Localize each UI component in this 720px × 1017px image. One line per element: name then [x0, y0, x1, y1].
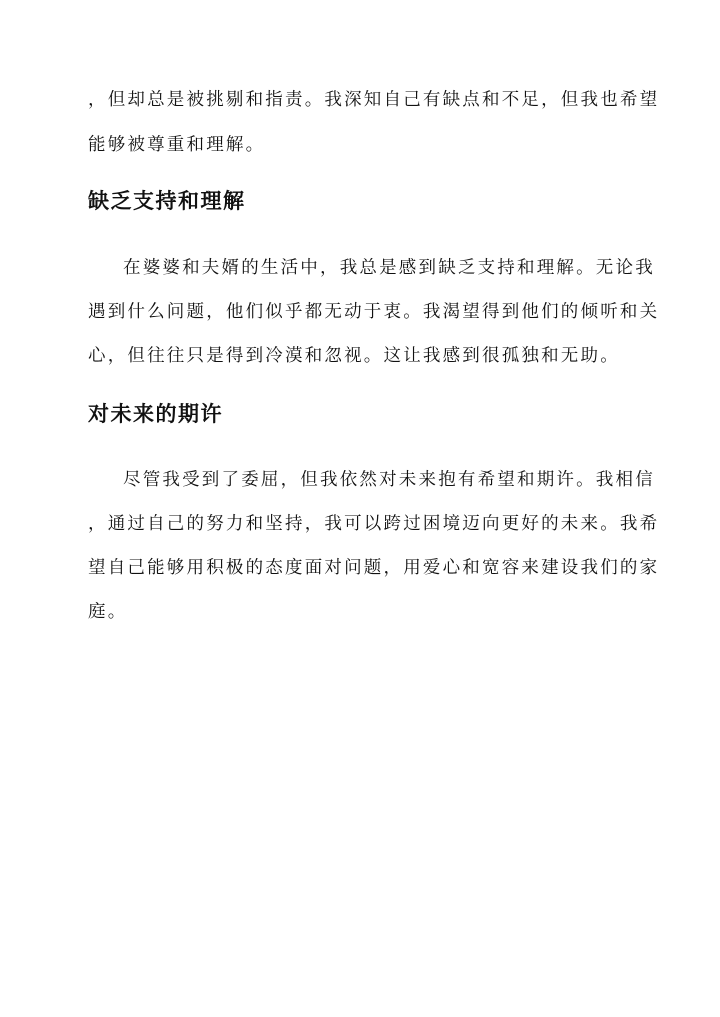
section2-paragraph-line-3: 望自己能够用积极的态度面对问题，用爱心和宽容来建设我们的家 — [88, 558, 660, 578]
intro-line-2: 能够被尊重和理解。 — [88, 135, 266, 155]
section2-paragraph-line-1: 尽管我受到了委屈，但我依然对未来抱有希望和期许。我相信 — [123, 470, 655, 490]
section-heading-support: 缺乏支持和理解 — [88, 188, 246, 213]
intro-line-1: ，但却总是被挑剔和指责。我深知自己有缺点和不足，但我也希望 — [88, 90, 660, 110]
section1-paragraph-line-1: 在婆婆和夫婿的生活中，我总是感到缺乏支持和理解。无论我 — [123, 258, 655, 278]
section1-paragraph-line-3: 心，但往往只是得到冷漠和忽视。这让我感到很孤独和无助。 — [88, 346, 620, 366]
section2-paragraph-line-2: ，通过自己的努力和坚持，我可以跨过困境迈向更好的未来。我希 — [88, 514, 660, 534]
section1-paragraph-line-2: 遇到什么问题，他们似乎都无动于衷。我渴望得到他们的倾听和关 — [88, 302, 660, 322]
section2-paragraph-line-4: 庭。 — [88, 602, 128, 622]
section-heading-future: 对未来的期许 — [88, 401, 223, 426]
